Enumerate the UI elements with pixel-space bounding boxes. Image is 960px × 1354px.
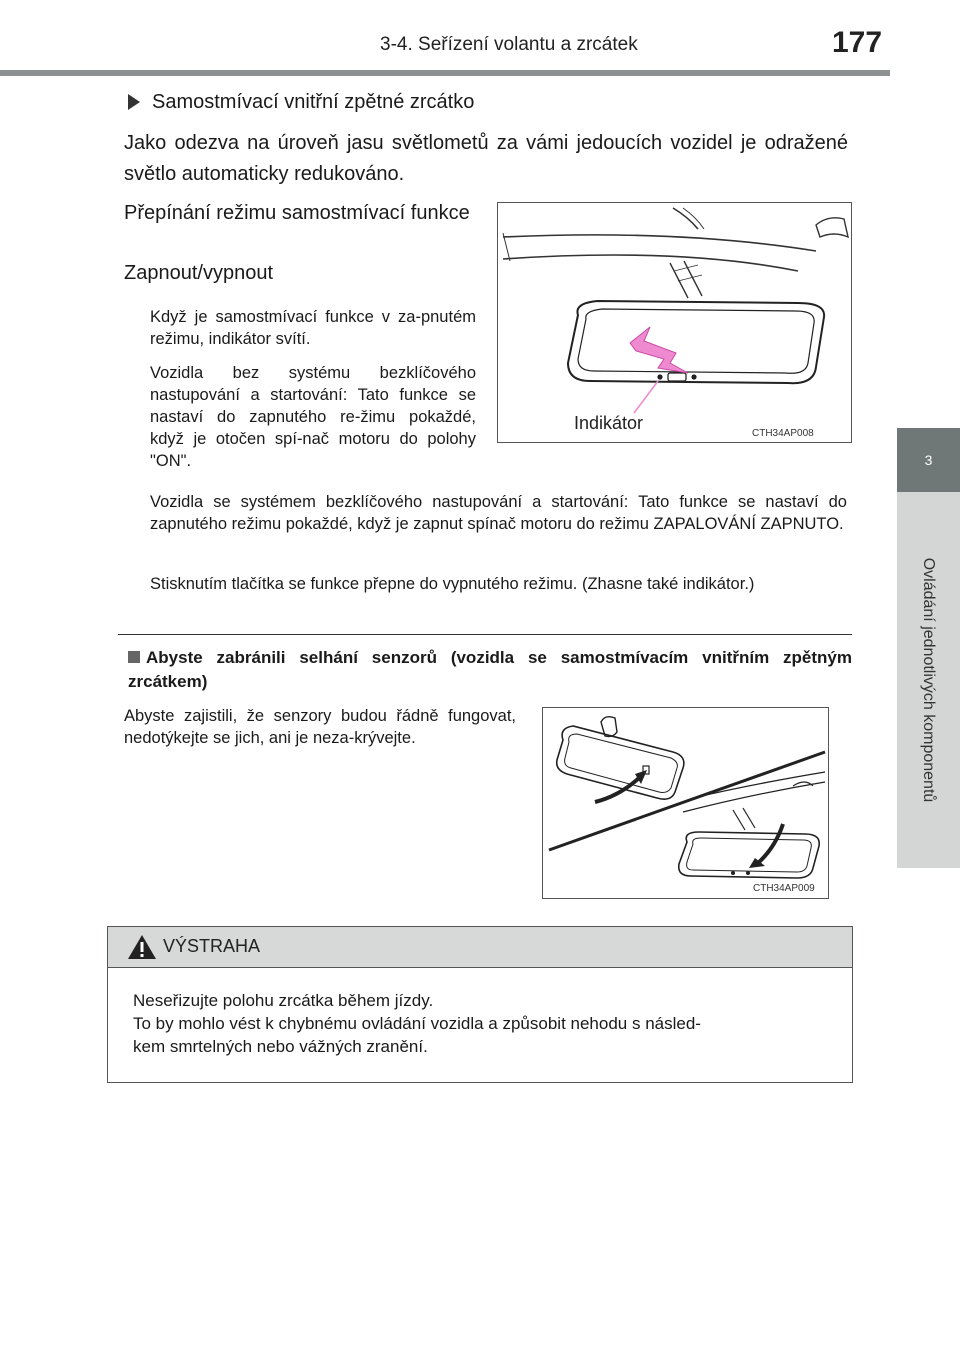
warning-title: VÝSTRAHA bbox=[163, 936, 261, 956]
chapter-tab-label: Ovládání jednotlivých komponentů bbox=[920, 557, 937, 803]
figure-code: CTH34AP009 bbox=[753, 883, 815, 894]
sensor-figure bbox=[542, 707, 829, 899]
subheading bbox=[128, 91, 474, 114]
mirror-figure bbox=[497, 202, 852, 443]
sensor-illustration bbox=[543, 708, 828, 898]
on-off-label: Zapnout/vypnout bbox=[124, 262, 273, 284]
warning-text bbox=[133, 989, 838, 1058]
note-without-keyless: Vozidla bez systému bezklíčového nastupování a startování: Tato funkce se nastaví do zapnutého re-žimu pokaždé, když je otočen spí-nač motoru do polohy "ON". bbox=[150, 364, 476, 470]
indicator-label: Indikátor bbox=[574, 413, 644, 433]
warning-header bbox=[108, 927, 852, 968]
mode-switch-label: Přepínání režimu samostmívací funkce bbox=[124, 202, 470, 224]
sensor-heading bbox=[128, 646, 852, 694]
intro-paragraph: Jako odezva na úroveň jasu světlometů za vámi jedoucích vozidel je odražené světlo automaticky redukováno. bbox=[124, 132, 848, 185]
warning-box bbox=[107, 926, 853, 1083]
note-press-button: Stisknutím tlačítka se funkce přepne do vypnutého režimu. (Zhasne také indikátor.) bbox=[150, 575, 755, 593]
section-title: 3-4. Seřízení volantu a zrcátek bbox=[380, 34, 638, 55]
warning-line: Neseřizujte polohu zrcátka během jízdy. bbox=[133, 991, 434, 1010]
warning-line: To by mohlo vést k chybnému ovládání vozidla a způsobit nehodu s násled- bbox=[133, 1014, 701, 1033]
chapter-tab-number bbox=[897, 428, 960, 492]
figure-code: CTH34AP008 bbox=[752, 428, 814, 439]
note-with-keyless: Vozidla se systémem bezklíčového nastupování a startování: Tato funkce se nastaví do zapnutého režimu pokaždé, když je zapnut spínač motoru do režimu ZAPALOVÁNÍ ZAPNUTO. bbox=[150, 493, 847, 533]
header-rule bbox=[0, 70, 890, 76]
note-indicator: Když je samostmívací funkce v za-pnutém režimu, indikátor svítí. bbox=[150, 308, 476, 348]
sensor-paragraph: Abyste zajistili, že senzory budou řádně fungovat, nedotýkejte se jich, ani je neza-krývejte. bbox=[124, 707, 516, 747]
section-divider bbox=[118, 634, 852, 635]
warning-line: kem smrtelných nebo vážných zranění. bbox=[133, 1037, 428, 1056]
sensor-heading-text: Abyste zabránili selhání senzorů (vozidla se samostmívacím vnitřním zpětným zrcátkem) bbox=[128, 648, 852, 691]
chapter-number: 3 bbox=[924, 452, 933, 468]
square-bullet-icon bbox=[128, 651, 140, 663]
warning-triangle-icon bbox=[127, 934, 157, 960]
subheading-text: Samostmívací vnitřní zpětné zrcátko bbox=[152, 91, 475, 113]
page-number: 177 bbox=[832, 26, 883, 59]
triangle-bullet-icon bbox=[128, 94, 140, 110]
mirror-illustration bbox=[498, 203, 851, 442]
